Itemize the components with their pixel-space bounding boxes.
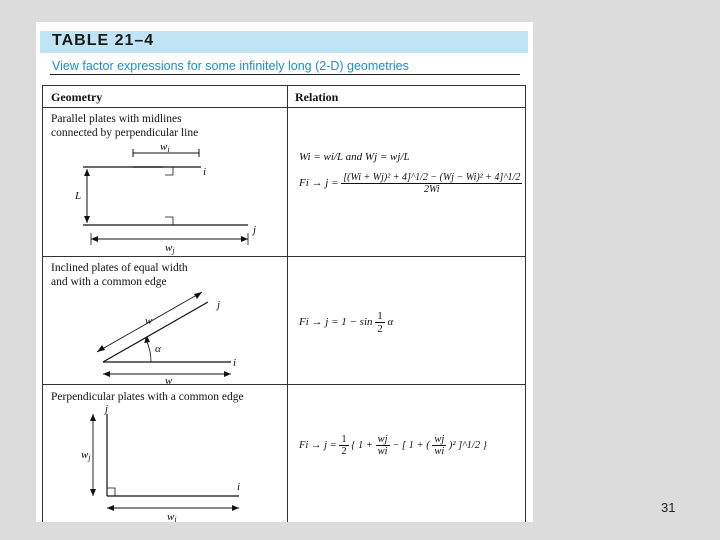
row3-eq-mid: − [ 1 + (: [392, 439, 430, 451]
label-wi: wi: [167, 511, 177, 524]
row2-eq-rhs: α: [387, 316, 394, 329]
row3-eq-lhs: Fi → j =: [299, 439, 337, 451]
row2-eq-lhs: Fi → j = 1 − sin: [299, 316, 373, 329]
row3-eq-frac2-num: wj: [434, 434, 445, 445]
row3-equation: [299, 434, 487, 457]
row1-eq2-fraction: [341, 172, 522, 195]
row3-eq-frac2-den: wi: [434, 446, 445, 457]
label-wj: wj: [81, 449, 91, 462]
row3-eq-close: )² ]^1/2 }: [448, 439, 487, 451]
label-w-bottom: w: [165, 375, 173, 387]
row2-geometry-title: Inclined plates of equal width and with a common edge: [51, 262, 188, 288]
row1-equation-2: [299, 172, 522, 195]
row3-eq-half: [339, 434, 348, 457]
header-divider: [43, 107, 525, 108]
column-header-geometry: Geometry: [51, 90, 103, 104]
label-j: j: [105, 403, 109, 415]
label-i: i: [233, 357, 237, 369]
column-divider: [287, 86, 288, 522]
view-factor-table: [42, 85, 526, 522]
row3-eq-half-den: 2: [341, 446, 347, 457]
parallel-plates-diagram: [43, 141, 287, 253]
row3-eq-frac1-den: wi: [377, 446, 388, 457]
inclined-plates-diagram: [43, 286, 287, 387]
row2-eq-fraction: [375, 310, 385, 335]
row3-geometry-title: Perpendicular plates with a common edge: [51, 391, 244, 403]
label-j: j: [253, 224, 257, 236]
label-i: i: [203, 166, 207, 178]
row3-eq-open: { 1 +: [351, 439, 374, 451]
row1-eq2-lhs: Fi → j =: [299, 177, 339, 190]
row1-eq2-denominator: 2Wi: [424, 184, 440, 195]
table-caption: View factor expressions for some infinitely long (2-D) geometries: [52, 59, 409, 73]
row1-eq2-numerator: [(Wi + Wj)² + 4]^1/2 − (Wj − Wi)² + 4]^1/2: [343, 172, 521, 183]
label-i: i: [237, 481, 241, 493]
page-number: 31: [661, 500, 676, 515]
caption-rule: [50, 74, 520, 75]
label-wj: wj: [165, 242, 175, 255]
label-L: L: [75, 190, 82, 202]
row2-eq-numerator: 1: [377, 310, 383, 322]
perpendicular-plates-diagram: [43, 403, 287, 524]
row3-eq-frac1: [376, 434, 390, 457]
row3-eq-frac2: [432, 434, 446, 457]
row3-eq-frac1-num: wj: [377, 434, 388, 445]
table-title: TABLE 21–4: [52, 32, 155, 49]
row3-eq-half-num: 1: [341, 434, 347, 445]
row2-eq-denominator: 2: [377, 323, 383, 335]
table-header-band: [40, 31, 528, 53]
row-divider-2: [43, 384, 525, 385]
row1-geometry-title: Parallel plates with midlines connected by perpendicular line: [51, 113, 199, 139]
row-divider-1: [43, 256, 525, 257]
label-wi: wi: [160, 141, 170, 154]
label-w-top: w: [145, 315, 153, 327]
row1-equation-1: Wi = wi/L and Wj = wj/L: [299, 151, 410, 163]
document-page: [36, 22, 533, 522]
label-alpha: α: [155, 343, 161, 355]
column-header-relation: Relation: [295, 90, 339, 104]
label-j: j: [217, 299, 221, 311]
row2-equation: [299, 310, 393, 335]
